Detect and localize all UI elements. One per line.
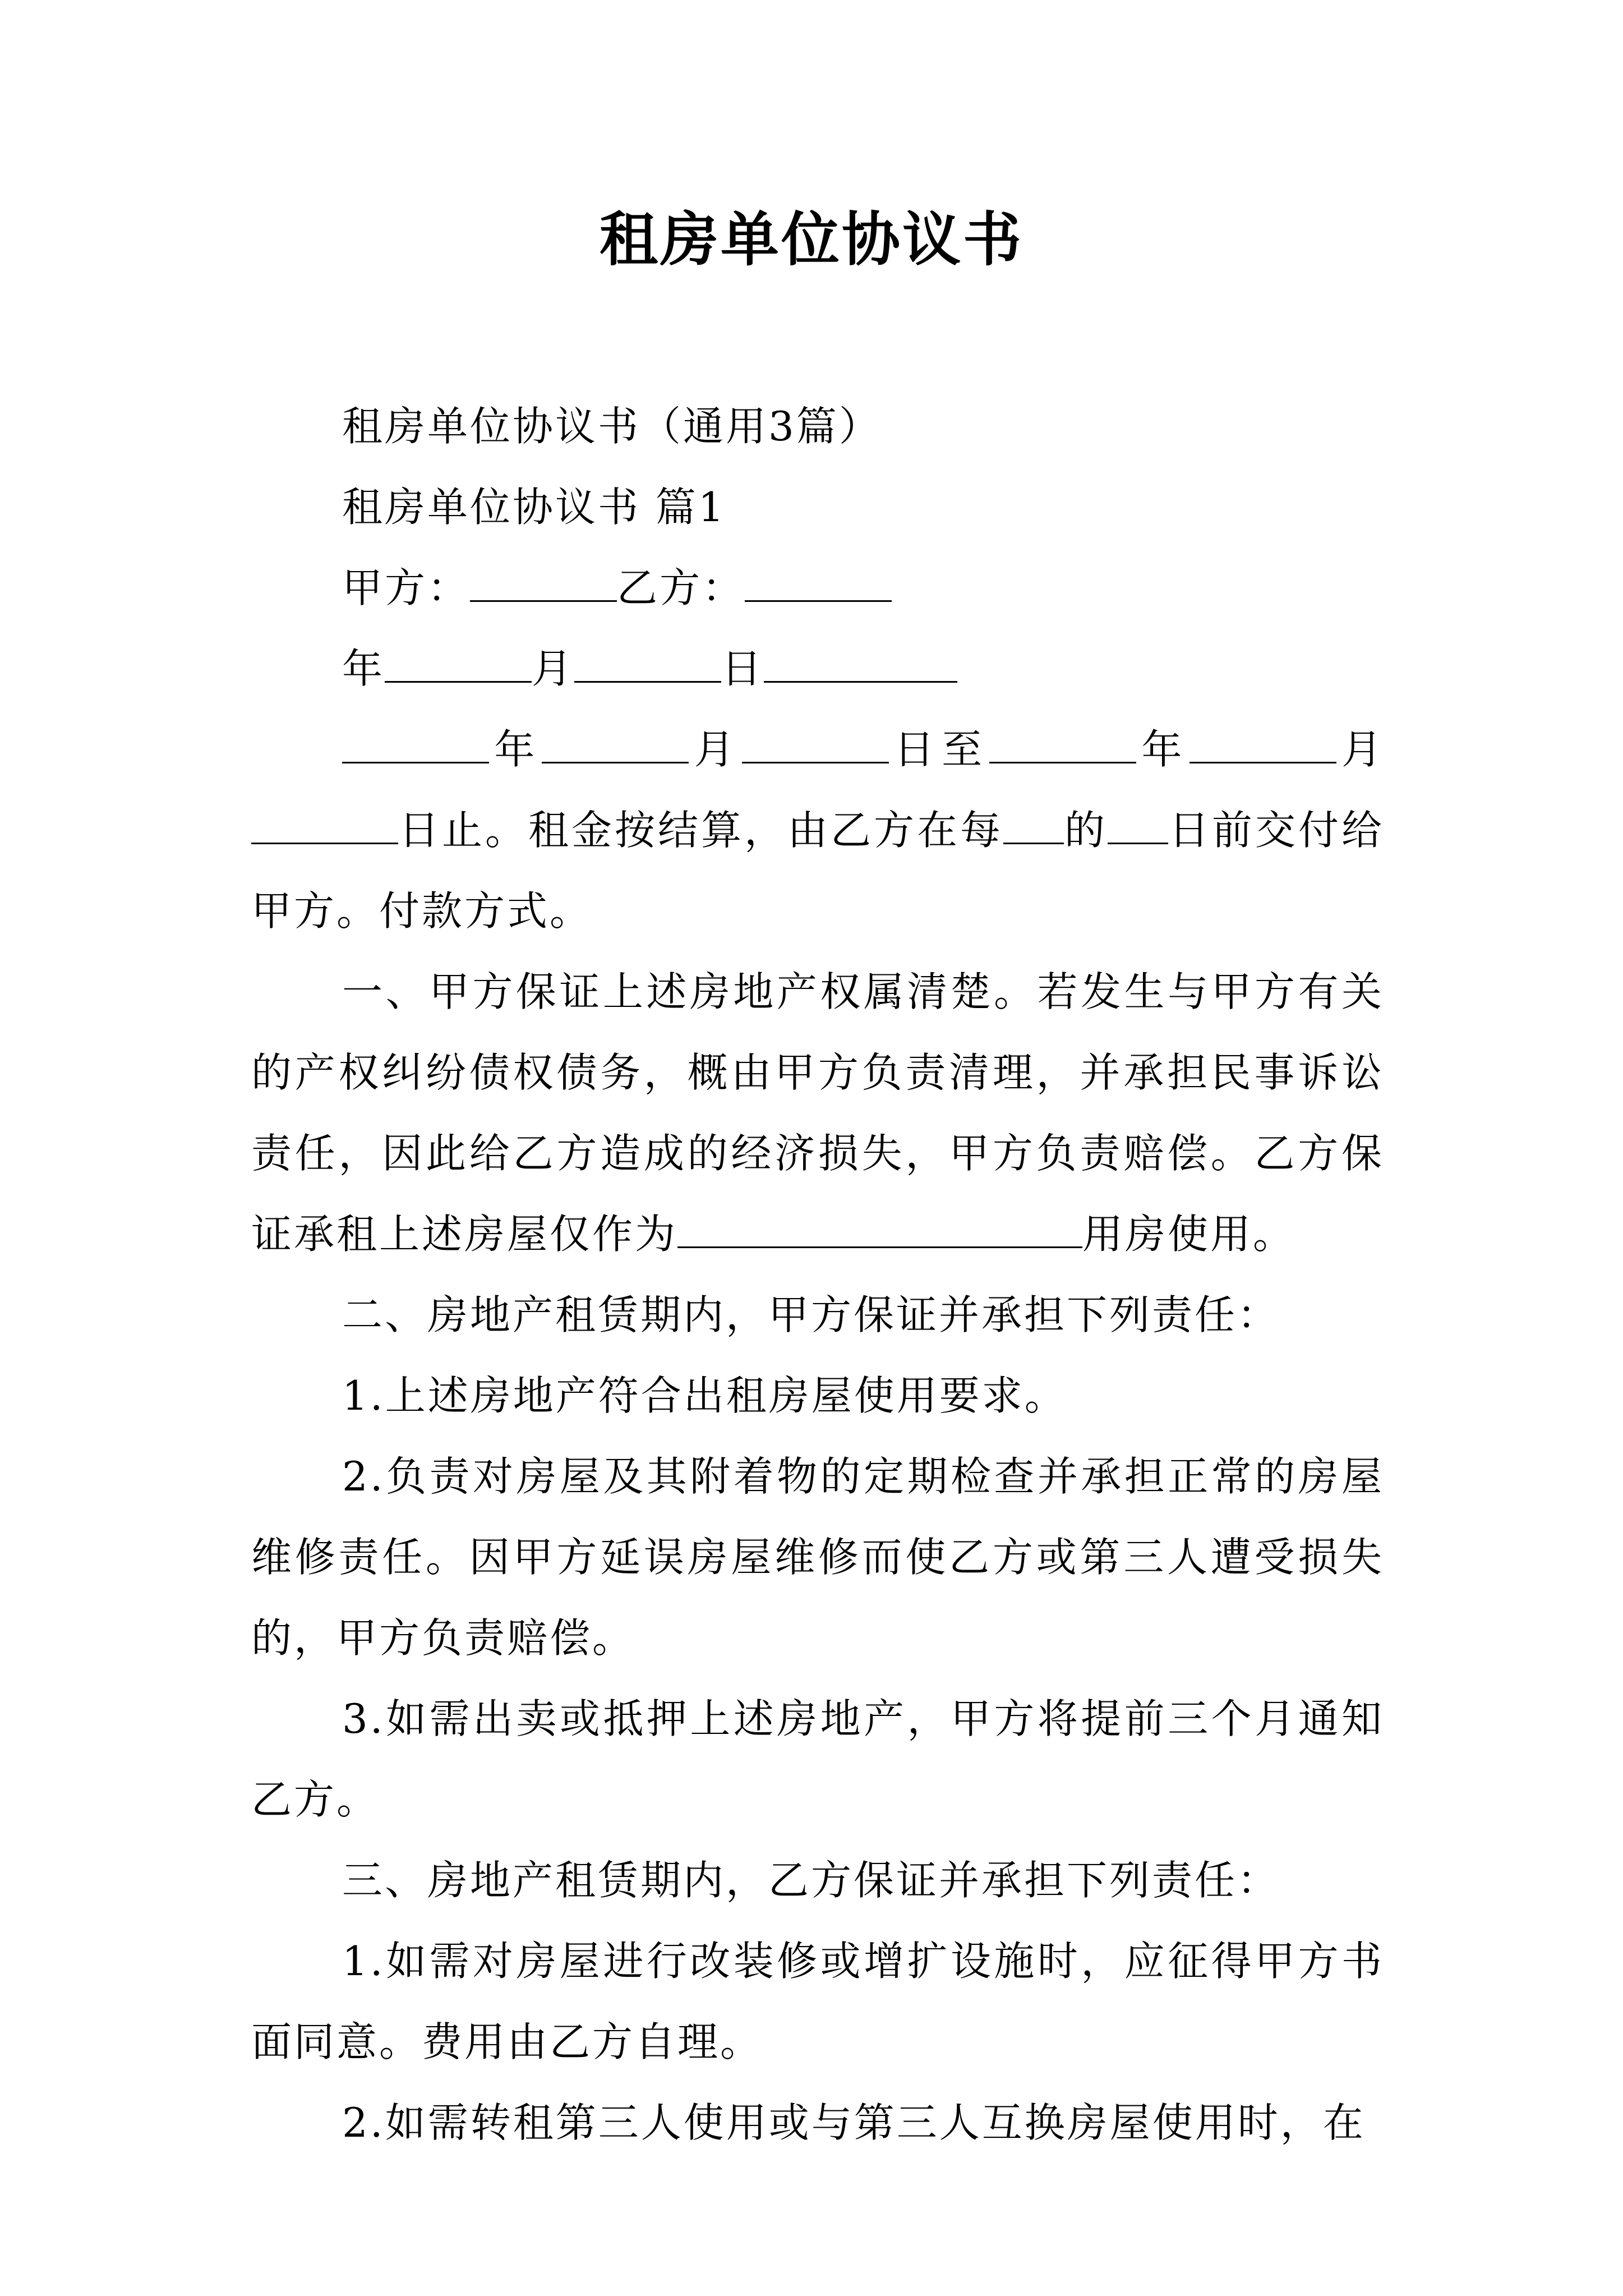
term-end-day-blank <box>251 806 398 844</box>
clause-2-item-1: 1.上述房地产符合出租房屋使用要求。 <box>342 1372 1067 1419</box>
date-day-label: 日 <box>721 645 764 692</box>
term-start-day-blank <box>742 725 889 763</box>
parties-line <box>251 547 1384 628</box>
document-body <box>251 386 1384 2163</box>
party-b-blank <box>745 563 892 602</box>
term-end-day-label: 日止。租金按结算，由乙方在每 <box>398 807 1003 854</box>
term-end-month-label: 月 <box>1336 726 1384 773</box>
party-b-label: 乙方： <box>617 564 745 611</box>
clause-2-item-2: 2.负责对房屋及其附着物的定期检查并承担正常的房屋维修责任。因甲方延误房屋维修而使乙方或第三人遭受损失的，甲方负责赔偿。 <box>251 1453 1384 1662</box>
term-end-year-blank <box>989 725 1136 763</box>
term-pay-before-label: 日前交付给甲方。付款方式。 <box>251 807 1384 935</box>
term-paragraph <box>251 709 1384 951</box>
subtitle: 租房单位协议书（通用3篇） <box>342 403 882 450</box>
clause-2-heading: 二、房地产租赁期内，甲方保证并承担下列责任： <box>342 1291 1280 1338</box>
date-year-label: 年 <box>342 645 385 692</box>
clause-3-heading: 三、房地产租赁期内，乙方保证并承担下列责任： <box>342 1857 1280 1904</box>
date-month-label: 月 <box>532 645 575 692</box>
clause-1 <box>251 951 1384 1274</box>
term-start-month-label: 月 <box>689 726 742 773</box>
payment-period-blank <box>1003 806 1064 844</box>
payment-day-blank <box>1108 806 1168 844</box>
date-month-blank <box>574 644 721 683</box>
date-year-blank <box>385 644 532 683</box>
term-end-month-blank <box>1189 725 1336 763</box>
party-a-blank <box>470 563 617 602</box>
clause-2-item-3: 3.如需出卖或抵押上述房地产，甲方将提前三个月通知乙方。 <box>251 1695 1384 1823</box>
term-start-day-label: 日至 <box>888 726 990 773</box>
date-day-blank <box>764 644 957 683</box>
term-start-year-label: 年 <box>489 726 542 773</box>
clause-3-item-2: 2.如需转租第三人使用或与第三人互换房屋使用时，在 <box>342 2099 1366 2146</box>
term-start-month-blank <box>542 725 689 763</box>
clause-3-item-1: 1.如需对房屋进行改装修或增扩设施时，应征得甲方书面同意。费用由乙方自理。 <box>251 1938 1384 2065</box>
term-of-label: 的 <box>1063 807 1108 854</box>
term-start-year-blank <box>342 725 489 763</box>
usage-purpose-blank <box>677 1209 1082 1248</box>
clause-1-text: 一、甲方保证上述房地产权属清楚。若发生与甲方有关的产权纠纷债权债务，概由甲方负责清理，并承担民事诉讼责任，因此给乙方造成的经济损失，甲方负责赔偿。乙方保证承租上述房屋仅作为 <box>251 968 1384 1258</box>
section-heading: 租房单位协议书 篇1 <box>342 484 726 531</box>
clause-1-suffix: 用房使用。 <box>1082 1211 1296 1258</box>
term-end-year-label: 年 <box>1136 726 1189 773</box>
document-title: 租房单位协议书 <box>599 205 1023 274</box>
party-a-label: 甲方： <box>342 564 471 611</box>
date-line <box>251 628 1384 709</box>
